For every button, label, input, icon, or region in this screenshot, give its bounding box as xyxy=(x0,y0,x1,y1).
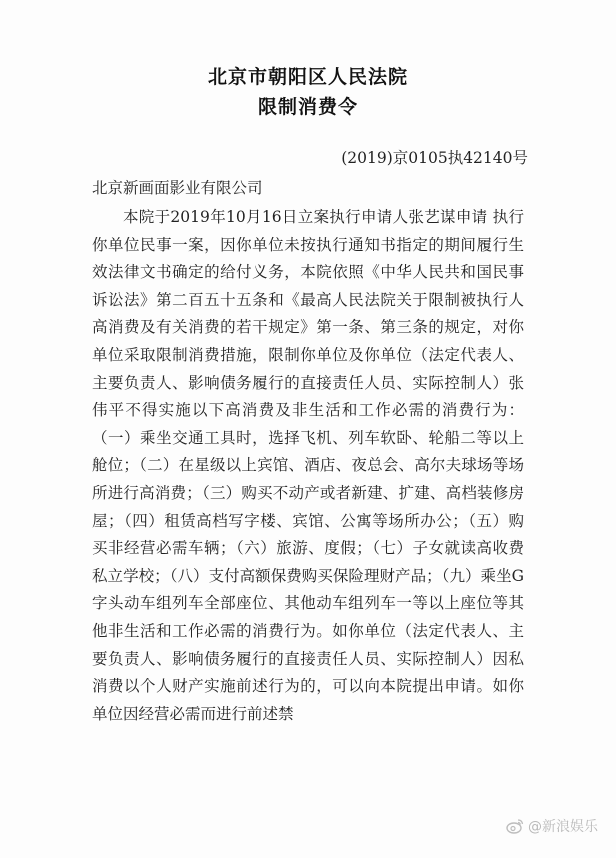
document-body: 本院于2019年10月16日立案执行申请人张艺谋申请 执行你单位民事一案，因你单位未按执行通知书指定的期间履行生效法律文书确定的给付义务，本院依照《中华人民共和国民事诉讼法》第二百五十五条和《最高人民法院关于限制被执行人高消费及有关消费的若干规定》第一条、第三条的规定，对你单位采取限制消费措施，限制你单位及你单位（法定代表人、主要负责人、影响债务履行的直接责任人员、实际控制人）张伟平不得实施以下高消费及非生活和工作必需的消费行为：（一）乘坐交通工具时，选择飞机、列车软卧、轮船二等以上舱位；（二）在星级以上宾馆、酒店、夜总会、高尔夫球场等场所进行高消费；（三）购买不动产或者新建、扩建、高档装修房屋；（四）租赁高档写字楼、宾馆、公寓等场所办公；（五）购买非经营必需车辆；（六）旅游、度假；（七）子女就读高收费私立学校；（八）支付高额保费购买保险理财产品；（九）乘坐G字头动车组列车全部座位、其他动车组列车一等以上座位等其他非生活和工作必需的消费行为。如你单位（法定代表人、主要负责人、影响债务履行的直接责任人员、实际控制人）因私消费以个人财产实施前述行为的，可以向本院提出申请。如你单位因经营必需而进行前述禁 xyxy=(92,208,524,723)
document-title: 限制消费令 xyxy=(257,96,358,118)
addressee: 北京新画面影业有限公司 xyxy=(92,179,263,197)
court-name: 北京市朝阳区人民法院 xyxy=(207,66,408,88)
watermark xyxy=(506,816,598,836)
watermark-text: @新浪娱乐 xyxy=(528,819,598,835)
weibo-icon xyxy=(506,818,524,834)
case-number: (2019)京0105执42140号 xyxy=(341,149,528,167)
